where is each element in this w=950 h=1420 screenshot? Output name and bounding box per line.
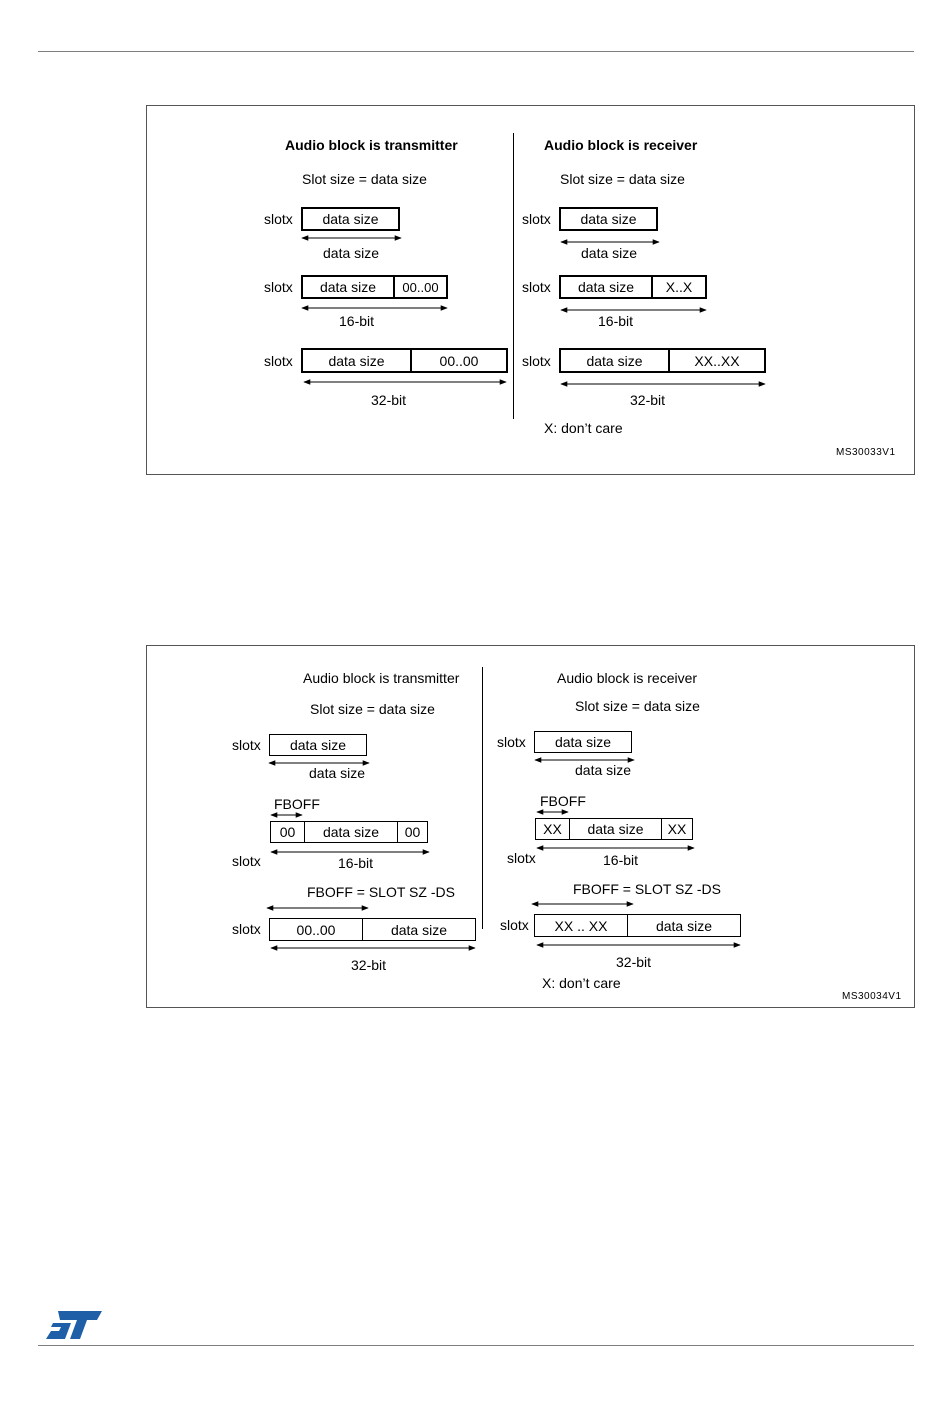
fig2-rx-data-cell-3: data size	[627, 914, 741, 937]
fig1-tx-subtitle: Slot size = data size	[302, 171, 427, 187]
fig1-tx-slot-label-2: slotx	[264, 279, 293, 295]
fig1-rx-slot-label-2: slotx	[522, 279, 551, 295]
fig2-rx-pad-cell-trail: XX	[661, 818, 693, 840]
fig2-tx-pad-cell-32: 00..00	[269, 918, 363, 941]
fig2-rx-fboff: FBOFF	[540, 793, 586, 809]
fig1-tx-arrow-label-1: data size	[323, 245, 380, 261]
fig2-tx-slot-label-3: slotx	[232, 921, 261, 937]
fig1-rx-slot-label-1: slotx	[522, 211, 551, 227]
fig1-rx-title: Audio block is receiver	[544, 137, 698, 153]
fig1-rx-data-cell-3: data size	[559, 348, 670, 373]
fig2-rx-arrow-label-32: 32-bit	[616, 954, 652, 970]
fig2-rx-data-cell-2: data size	[569, 818, 662, 840]
fig1-rx-arrow-label-16: 16-bit	[598, 313, 634, 329]
fig2-rx-data-cell-1: data size	[534, 731, 632, 753]
fig2-tx-data-cell-1: data size	[269, 734, 367, 756]
fig1-rx-pad-cell-32: XX..XX	[668, 348, 766, 373]
fig2-tx-slot-label-2: slotx	[232, 853, 261, 869]
fig1-tx-arrow-label-16: 16-bit	[339, 313, 375, 329]
fig1-tx-arrow-label-32: 32-bit	[371, 392, 407, 408]
fig1-tx-title: Audio block is transmitter	[285, 137, 458, 153]
fig2-rx-slot-label-3: slotx	[500, 917, 529, 933]
fig2-rx-slot-label-1: slotx	[497, 734, 526, 750]
fig2-rx-arrow-label-1: data size	[575, 762, 632, 778]
fig2-code: MS30034V1	[842, 991, 902, 1002]
fig2-rx-title: Audio block is receiver	[557, 670, 698, 686]
fig1-tx-data-cell-1: data size	[301, 207, 400, 231]
fig2-rx-slot-label-2: slotx	[507, 850, 536, 866]
fig1-tx-slot-label-1: slotx	[264, 211, 293, 227]
fig2-tx-slot-label-1: slotx	[232, 737, 261, 753]
fig1-note: X: don’t care	[544, 420, 623, 436]
fig1-tx-pad-cell-16: 00..00	[393, 275, 448, 299]
fig2-note: X: don’t care	[542, 975, 621, 991]
fig1-rx-arrow-label-1: data size	[581, 245, 638, 261]
fig1-tx-data-cell-3: data size	[301, 348, 412, 373]
fig1-code: MS30033V1	[836, 447, 896, 458]
fig2-tx-pad-cell-trail: 00	[397, 821, 428, 843]
fig2-tx-data-cell-2: data size	[304, 821, 398, 843]
fig2-rx-pad-cell-lead: XX	[535, 818, 570, 840]
fig2-rx-subtitle: Slot size = data size	[575, 698, 700, 714]
fig1-tx-slot-label-3: slotx	[264, 353, 293, 369]
fig2-tx-data-cell-3: data size	[362, 918, 476, 941]
fig2-rx-pad-cell-32: XX .. XX	[534, 914, 628, 937]
fig2-tx-arrow-label-16: 16-bit	[338, 855, 374, 871]
fig1-rx-slot-label-3: slotx	[522, 353, 551, 369]
fig2-tx-subtitle: Slot size = data size	[310, 701, 435, 717]
fig1-tx-pad-cell-32: 00..00	[410, 348, 508, 373]
fig2-tx-arrow-label-32: 32-bit	[351, 957, 387, 973]
fig2-tx-title: Audio block is transmitter	[303, 670, 460, 686]
fig1-rx-data-cell-2: data size	[559, 275, 653, 299]
fig1-rx-arrow-label-32: 32-bit	[630, 392, 666, 408]
fig2-tx-fboff-formula: FBOFF = SLOT SZ -DS	[307, 884, 455, 900]
fig2-rx-arrow-label-16: 16-bit	[603, 852, 639, 868]
fig2-tx-pad-cell-lead: 00	[270, 821, 305, 843]
st-logo-icon	[44, 1309, 104, 1341]
fig2-rx-fboff-formula: FBOFF = SLOT SZ -DS	[573, 881, 721, 897]
fig1-rx-data-cell-1: data size	[559, 207, 658, 231]
fig2-tx-arrow-label-1: data size	[309, 765, 366, 781]
fig2-tx-fboff: FBOFF	[274, 796, 320, 812]
fig1-rx-pad-cell-16: X..X	[651, 275, 707, 299]
fig1-rx-subtitle: Slot size = data size	[560, 171, 685, 187]
fig1-tx-data-cell-2: data size	[301, 275, 395, 299]
